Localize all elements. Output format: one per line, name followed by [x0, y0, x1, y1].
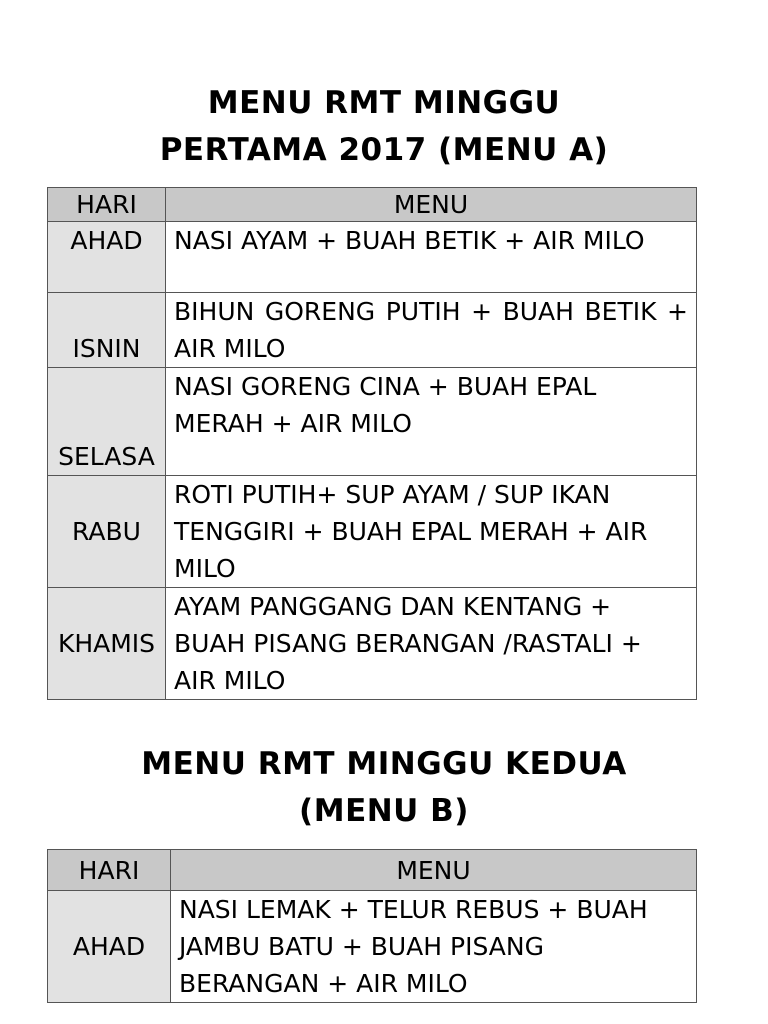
day-cell: KHAMIS	[48, 588, 166, 700]
menu-a-table	[47, 187, 697, 700]
table-header-row	[48, 850, 697, 891]
day-cell: SELASA	[48, 368, 166, 476]
menu-cell: AYAM PANGGANG DAN KENTANG + BUAH PISANG BERANGAN /RASTALI + AIR MILO	[166, 588, 697, 700]
menu-cell: NASI LEMAK + TELUR REBUS + BUAH JAMBU BATU + BUAH PISANG BERANGAN + AIR MILO	[171, 891, 697, 1003]
menu-b-title-line1: MENU RMT MINGGU KEDUA	[141, 746, 627, 782]
table-row	[48, 222, 697, 293]
table-row	[48, 368, 697, 476]
header-hari: HARI	[48, 188, 166, 222]
header-hari: HARI	[48, 850, 171, 891]
menu-cell: ROTI PUTIH+ SUP AYAM / SUP IKAN TENGGIRI + BUAH EPAL MERAH + AIR MILO	[166, 476, 697, 588]
menu-cell: NASI GORENG CINA + BUAH EPAL MERAH + AIR MILO	[166, 368, 697, 476]
menu-a-title-line1: MENU RMT MINGGU	[207, 85, 561, 121]
day-cell: RABU	[48, 476, 166, 588]
menu-cell: BIHUN GORENG PUTIH + BUAH BETIK + AIR MILO	[166, 293, 697, 368]
menu-a-title-line2: PERTAMA 2017 (MENU A)	[159, 132, 609, 168]
day-cell: AHAD	[48, 222, 166, 293]
table-row	[48, 891, 697, 1003]
table-row	[48, 293, 697, 368]
table-header-row	[48, 188, 697, 222]
table-row	[48, 476, 697, 588]
header-menu: MENU	[171, 850, 697, 891]
day-cell: ISNIN	[48, 293, 166, 368]
header-menu: MENU	[166, 188, 697, 222]
menu-b-title-line2: (MENU B)	[299, 793, 469, 829]
menu-b-table	[47, 849, 697, 1003]
menu-a-title	[0, 80, 768, 174]
day-cell: AHAD	[48, 891, 171, 1003]
table-row	[48, 588, 697, 700]
menu-cell: NASI AYAM + BUAH BETIK + AIR MILO	[166, 222, 697, 293]
menu-b-title	[0, 741, 768, 835]
